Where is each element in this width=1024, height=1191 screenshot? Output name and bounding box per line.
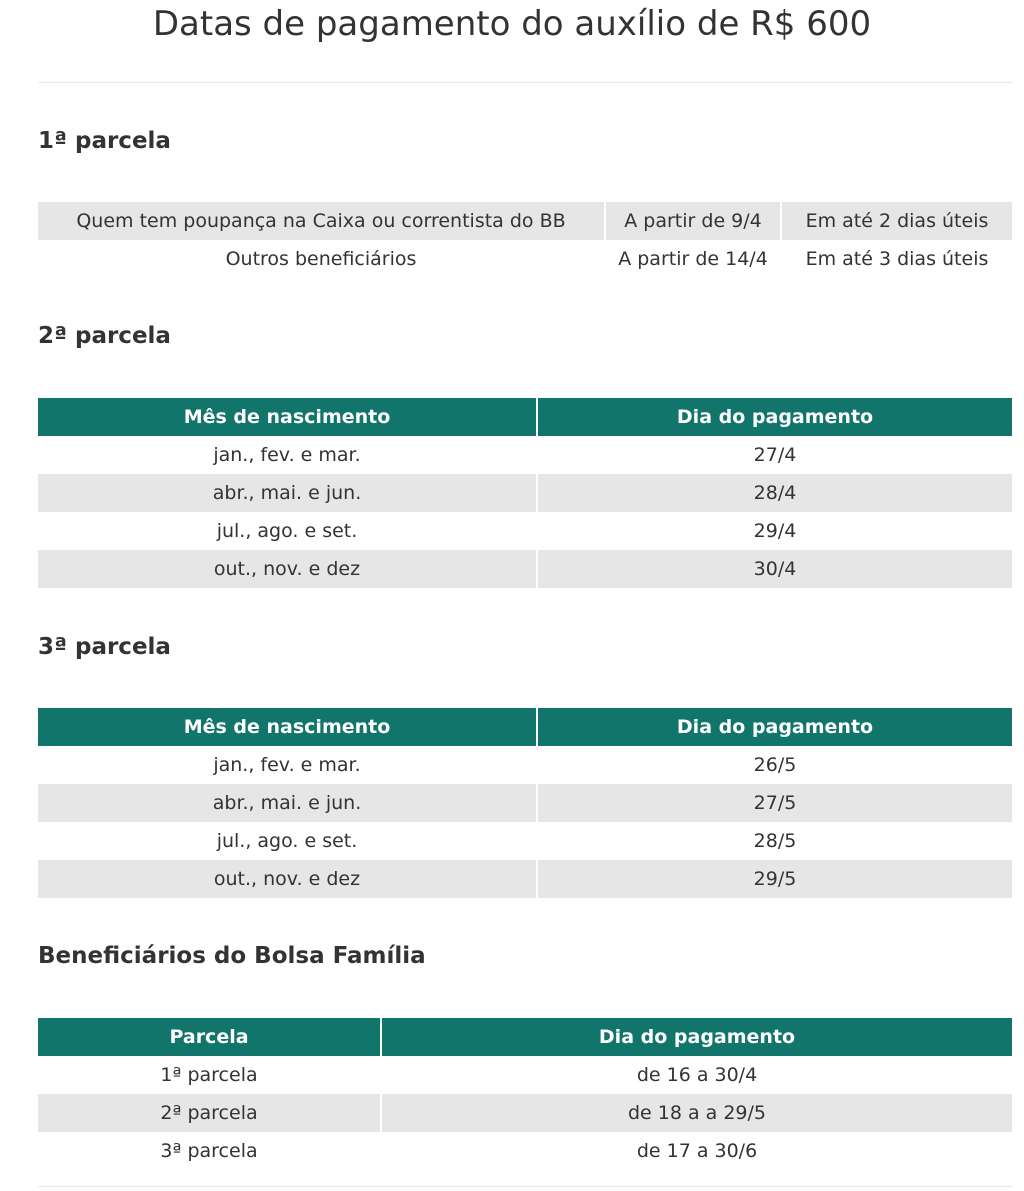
column-header-birth-month: Mês de nascimento bbox=[38, 398, 536, 436]
cell-day: 26/5 bbox=[536, 746, 1012, 784]
section-heading-1a-parcela: 1ª parcela bbox=[38, 128, 171, 154]
table-row bbox=[38, 240, 1012, 278]
cell-deadline: Em até 3 dias úteis bbox=[780, 240, 1012, 278]
table-row bbox=[38, 822, 1012, 860]
cell-day: de 17 a 30/6 bbox=[380, 1132, 1012, 1170]
table-row bbox=[38, 1094, 1012, 1132]
cell-month: out., nov. e dez bbox=[38, 550, 536, 588]
section-heading-bolsa-familia: Beneficiários do Bolsa Família bbox=[38, 943, 426, 969]
cell-start: A partir de 9/4 bbox=[604, 202, 780, 240]
cell-parcela: 1ª parcela bbox=[160, 1064, 258, 1086]
table-row bbox=[38, 860, 1012, 898]
section-heading-2a-parcela: 2ª parcela bbox=[38, 323, 171, 349]
section-heading-3a-parcela: 3ª parcela bbox=[38, 634, 171, 660]
page-title: Datas de pagamento do auxílio de R$ 600 bbox=[152, 4, 872, 44]
table-row bbox=[38, 550, 1012, 588]
column-header-payment-day: Dia do pagamento bbox=[380, 1018, 1012, 1056]
cell-deadline: Em até 2 dias úteis bbox=[780, 202, 1012, 240]
cell-day: 27/4 bbox=[536, 436, 1012, 474]
bottom-divider bbox=[38, 1186, 1012, 1187]
cell-day: 27/5 bbox=[536, 784, 1012, 822]
top-divider bbox=[38, 82, 1012, 83]
cell-day: 28/5 bbox=[536, 822, 1012, 860]
cell-month: jul., ago. e set. bbox=[216, 520, 358, 542]
table-row bbox=[38, 436, 1012, 474]
table-row bbox=[38, 474, 1012, 512]
cell-day: 29/4 bbox=[536, 512, 1012, 550]
cell-month: jan., fev. e mar. bbox=[213, 444, 361, 466]
table-row bbox=[38, 202, 1012, 240]
cell-day: 28/4 bbox=[536, 474, 1012, 512]
table-row bbox=[38, 1056, 1012, 1094]
cell-day: 30/4 bbox=[536, 550, 1012, 588]
cell-beneficiary: Outros beneficiários bbox=[225, 248, 417, 270]
cell-parcela: 3ª parcela bbox=[160, 1140, 258, 1162]
cell-day: de 18 a a 29/5 bbox=[380, 1094, 1012, 1132]
table-3a-parcela bbox=[38, 708, 1012, 898]
cell-start: A partir de 14/4 bbox=[604, 240, 780, 278]
table-header-row bbox=[38, 708, 1012, 746]
cell-month: abr., mai. e jun. bbox=[38, 784, 536, 822]
cell-month: out., nov. e dez bbox=[38, 860, 536, 898]
column-header-payment-day: Dia do pagamento bbox=[536, 398, 1012, 436]
cell-day: 29/5 bbox=[536, 860, 1012, 898]
cell-month: abr., mai. e jun. bbox=[38, 474, 536, 512]
cell-beneficiary: Quem tem poupança na Caixa ou correntista do BB bbox=[38, 202, 604, 240]
table-header-row bbox=[38, 1018, 1012, 1056]
table-row bbox=[38, 512, 1012, 550]
cell-month: jan., fev. e mar. bbox=[213, 754, 361, 776]
table-row bbox=[38, 1132, 1012, 1170]
column-header-payment-day: Dia do pagamento bbox=[536, 708, 1012, 746]
cell-day: de 16 a 30/4 bbox=[380, 1056, 1012, 1094]
cell-parcela: 2ª parcela bbox=[38, 1094, 380, 1132]
table-bolsa-familia bbox=[38, 1018, 1012, 1170]
cell-month: jul., ago. e set. bbox=[216, 830, 358, 852]
column-header-birth-month: Mês de nascimento bbox=[38, 708, 536, 746]
table-2a-parcela bbox=[38, 398, 1012, 588]
table-1a-parcela bbox=[38, 202, 1012, 278]
column-header-parcela: Parcela bbox=[38, 1018, 380, 1056]
table-header-row bbox=[38, 398, 1012, 436]
table-row bbox=[38, 784, 1012, 822]
table-row bbox=[38, 746, 1012, 784]
